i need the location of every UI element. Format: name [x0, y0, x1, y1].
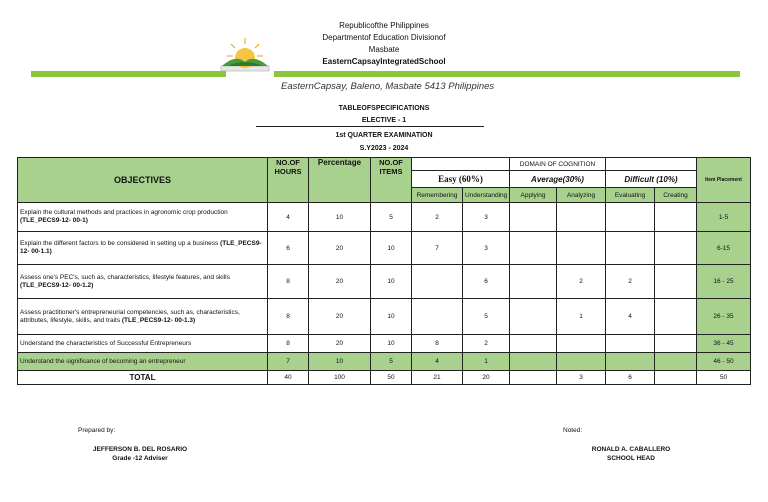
- title-underline: [256, 126, 484, 127]
- difficult-header: Difficult (10%): [606, 171, 697, 188]
- school-year: S.Y2023 - 2024: [359, 145, 409, 152]
- applying-header: Applying: [510, 188, 557, 203]
- items-cell: 5: [371, 353, 412, 371]
- understanding-cell: 3: [463, 232, 510, 265]
- republic-line: Republicofthe Philippines: [339, 21, 429, 30]
- creating-cell: [655, 299, 697, 335]
- division-line: Masbate: [368, 45, 400, 54]
- applying-cell: [510, 203, 557, 232]
- total-analyzing: 3: [557, 371, 606, 385]
- total-items: 50: [371, 371, 412, 385]
- understanding-cell: 2: [463, 335, 510, 353]
- placement-cell: 46 - 50: [697, 353, 751, 371]
- applying-cell: [510, 353, 557, 371]
- prepared-title: Grade -12 Adviser: [112, 455, 168, 462]
- evaluating-cell: 2: [606, 265, 655, 299]
- school-address: EasternCapsay, Baleno, Masbate 5413 Philippines: [281, 81, 495, 92]
- prepared-label: Prepared by:: [78, 427, 116, 434]
- items-cell: 10: [371, 335, 412, 353]
- analyzing-cell: 1: [557, 299, 606, 335]
- header-green-bar-right: [274, 71, 740, 77]
- total-applying: [510, 371, 557, 385]
- creating-cell: [655, 265, 697, 299]
- total-label: TOTAL: [18, 371, 268, 385]
- evaluating-cell: [606, 232, 655, 265]
- understanding-header: Understanding: [463, 188, 510, 203]
- analyzing-cell: 2: [557, 265, 606, 299]
- applying-cell: [510, 232, 557, 265]
- remembering-cell: [412, 265, 463, 299]
- evaluating-cell: [606, 203, 655, 232]
- hours-cell: 4: [268, 203, 309, 232]
- analyzing-cell: [557, 232, 606, 265]
- analyzing-cell: [557, 353, 606, 371]
- applying-cell: [510, 265, 557, 299]
- total-understanding: 20: [463, 371, 510, 385]
- hours-cell: 8: [268, 335, 309, 353]
- noted-label: Noted:: [563, 427, 583, 434]
- placement-cell: 6-15: [697, 232, 751, 265]
- analyzing-cell: [557, 335, 606, 353]
- total-placement: 50: [697, 371, 751, 385]
- objectives-header: OBJECTIVES: [18, 158, 268, 203]
- hours-cell: 7: [268, 353, 309, 371]
- objective-cell: Assess one's PEC's, such as, characteristics, lifestyle features, and skills (TLE_PECS9-12- 00-1.2): [18, 265, 268, 299]
- objective-cell: Understand the significance of becoming an entrepreneur: [18, 353, 268, 371]
- table-row: [18, 353, 751, 371]
- placement-cell: 16 - 25: [697, 265, 751, 299]
- evaluating-header: Evaluating: [606, 188, 655, 203]
- analyzing-header: Analyzing: [557, 188, 606, 203]
- placement-cell: 36 - 45: [697, 335, 751, 353]
- items-cell: 10: [371, 265, 412, 299]
- evaluating-cell: 4: [606, 299, 655, 335]
- total-creating: [655, 371, 697, 385]
- exam-title: 1st QUARTER EXAMINATION: [335, 132, 433, 139]
- creating-cell: [655, 232, 697, 265]
- understanding-cell: 3: [463, 203, 510, 232]
- noted-name: RONALD A. CABALLERO: [591, 446, 671, 453]
- items-cell: 10: [371, 299, 412, 335]
- remembering-cell: 8: [412, 335, 463, 353]
- creating-cell: [655, 203, 697, 232]
- objective-cell: Understand the characteristics of Successful Entrepreneurs: [18, 335, 268, 353]
- total-row: [18, 371, 751, 385]
- noted-title: SCHOOL HEAD: [607, 455, 655, 462]
- analyzing-cell: [557, 203, 606, 232]
- placement-cell: 26 - 35: [697, 299, 751, 335]
- table-title: TABLEOFSPECIFICATIONS: [338, 105, 430, 112]
- subject-title: ELECTIVE - 1: [361, 117, 407, 124]
- remembering-cell: 7: [412, 232, 463, 265]
- remembering-cell: 2: [412, 203, 463, 232]
- domain-header: DOMAIN OF COGNITION: [510, 158, 606, 171]
- total-percentage: 100: [309, 371, 371, 385]
- understanding-cell: 1: [463, 353, 510, 371]
- table-row: [18, 232, 751, 265]
- understanding-cell: 6: [463, 265, 510, 299]
- total-remembering: 21: [412, 371, 463, 385]
- remembering-cell: 4: [412, 353, 463, 371]
- remembering-cell: [412, 299, 463, 335]
- creating-header: Creating: [655, 188, 697, 203]
- table-row: [18, 299, 751, 335]
- objective-cell: Assess practitioner's entrepreneurial competencies, such as, characteristics, attributes, lifestyle, skills, and traits (TLE_PECS9-12- 00-1.3): [18, 299, 268, 335]
- objective-cell: Explain the different factors to be considered in setting up a business (TLE_PECS9-12- 00-1.1): [18, 232, 268, 265]
- objective-cell: Explain the cultural methods and practices in agronomic crop production (TLE_PECS9-12- 00-1): [18, 203, 268, 232]
- percentage-cell: 20: [309, 265, 371, 299]
- percentage-cell: 20: [309, 232, 371, 265]
- total-hours: 40: [268, 371, 309, 385]
- percentage-header: Percentage: [309, 158, 371, 203]
- evaluating-cell: [606, 353, 655, 371]
- school-name: EasternCapsayIntegratedSchool: [322, 57, 446, 66]
- remembering-header: Remembering: [412, 188, 463, 203]
- percentage-cell: 20: [309, 335, 371, 353]
- creating-cell: [655, 353, 697, 371]
- placement-cell: 1-5: [697, 203, 751, 232]
- creating-cell: [655, 335, 697, 353]
- easy-header: Easy (60%): [412, 171, 510, 188]
- evaluating-cell: [606, 335, 655, 353]
- hours-cell: 6: [268, 232, 309, 265]
- items-header: NO.OF ITEMS: [371, 158, 412, 203]
- department-line: Departmentof Education Divisionof: [322, 33, 446, 42]
- average-header: Average(30%): [510, 171, 606, 188]
- header-green-bar-left: [31, 71, 226, 77]
- percentage-cell: 20: [309, 299, 371, 335]
- applying-cell: [510, 299, 557, 335]
- table-row: [18, 335, 751, 353]
- percentage-cell: 10: [309, 203, 371, 232]
- hours-header: NO.OF HOURS: [268, 158, 309, 203]
- hours-cell: 8: [268, 299, 309, 335]
- percentage-cell: 10: [309, 353, 371, 371]
- total-evaluating: 6: [606, 371, 655, 385]
- table-row: [18, 265, 751, 299]
- table-row: [18, 203, 751, 232]
- prepared-name: JEFFERSON B. DEL ROSARIO: [92, 446, 188, 453]
- items-cell: 5: [371, 203, 412, 232]
- hours-cell: 8: [268, 265, 309, 299]
- specifications-table: [17, 157, 751, 385]
- understanding-cell: 5: [463, 299, 510, 335]
- applying-cell: [510, 335, 557, 353]
- placement-header: Item Placement: [697, 158, 751, 203]
- items-cell: 10: [371, 232, 412, 265]
